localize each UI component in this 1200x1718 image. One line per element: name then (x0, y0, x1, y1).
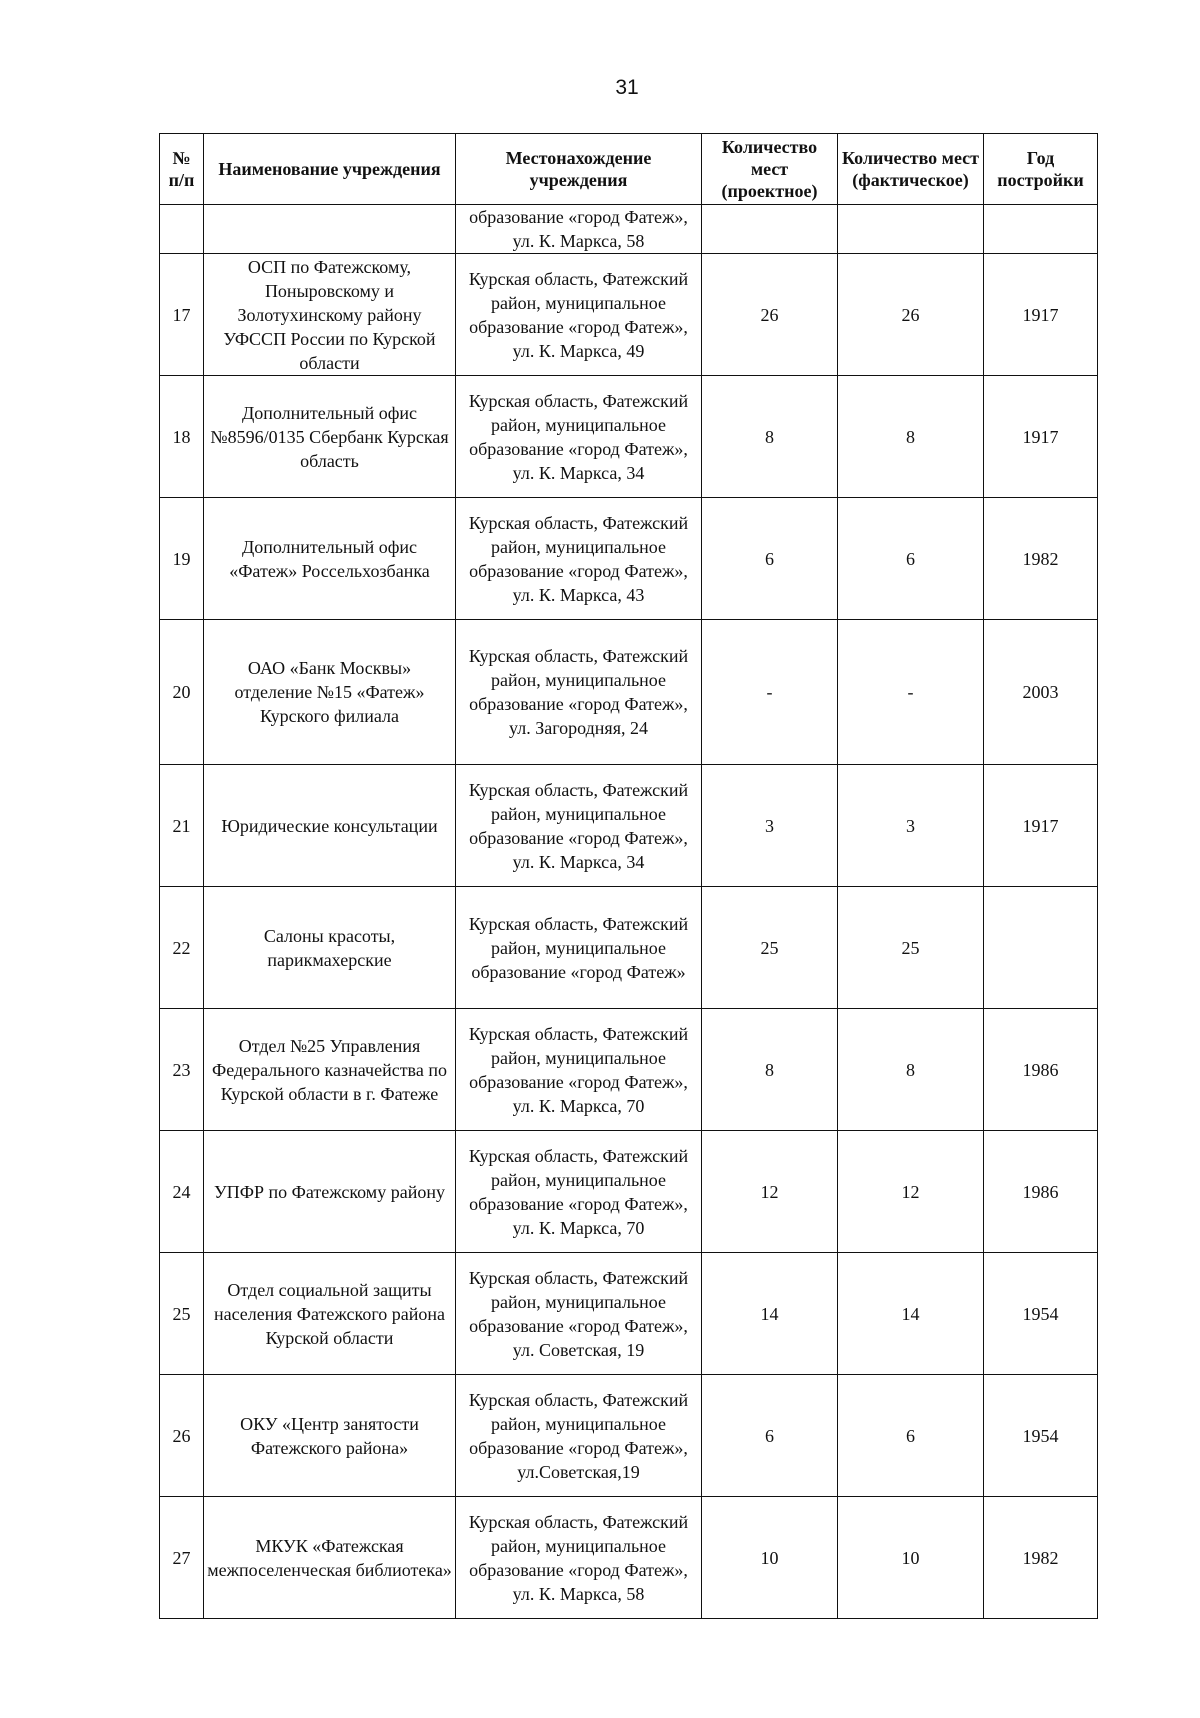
header-name: Наименование учреждения (204, 134, 456, 205)
cell-name: Юридические консультации (204, 765, 456, 887)
header-row (160, 134, 1098, 205)
cell-name: Дополнительный офис №8596/0135 Сбербанк Курская область (204, 376, 456, 498)
cell-num: 20 (160, 620, 204, 765)
cell-name: Отдел социальной защиты населения Фатежского района Курской области (204, 1253, 456, 1375)
cell-name: ОАО «Банк Москвы» отделение №15 «Фатеж» Курского филиала (204, 620, 456, 765)
cell-location: Курская область, Фатежский район, муниципальное образование «город Фатеж», ул. Загородняя, 24 (456, 620, 702, 765)
header-year: Год постройки (984, 134, 1098, 205)
header-seats-design: Количество мест (проектное) (702, 134, 838, 205)
table-row (160, 1131, 1098, 1253)
cell-seats-design: 10 (702, 1497, 838, 1619)
cell-year: 2003 (984, 620, 1098, 765)
cell-location: Курская область, Фатежский район, муниципальное образование «город Фатеж», ул. Советская, 19 (456, 1253, 702, 1375)
cell-name: Дополнительный офис «Фатеж» Россельхозбанка (204, 498, 456, 620)
cell-location: Курская область, Фатежский район, муниципальное образование «город Фатеж» (456, 887, 702, 1009)
page-number: 31 (615, 76, 639, 99)
table-row (160, 887, 1098, 1009)
cell-name: Салоны красоты, парикмахерские (204, 887, 456, 1009)
cell-location: Курская область, Фатежский район, муниципальное образование «город Фатеж», ул. К. Маркса, 43 (456, 498, 702, 620)
table-row (160, 1009, 1098, 1131)
cell-num: 24 (160, 1131, 204, 1253)
table-row (160, 1497, 1098, 1619)
cell-seats-design: 8 (702, 1009, 838, 1131)
cell-year: 1917 (984, 765, 1098, 887)
cell-seats-actual: 14 (838, 1253, 984, 1375)
cell-seats-design: 14 (702, 1253, 838, 1375)
cell-location: Курская область, Фатежский район, муниципальное образование «город Фатеж», ул. К. Маркса, 70 (456, 1131, 702, 1253)
cell-name: Отдел №25 Управления Федерального казначейства по Курской области в г. Фатеже (204, 1009, 456, 1131)
cell-name: ОСП по Фатежскому, Поныровскому и Золотухинскому району УФССП России по Курской области (204, 254, 456, 376)
table-row (160, 376, 1098, 498)
cell-year: 1917 (984, 254, 1098, 376)
cell-year: 1986 (984, 1009, 1098, 1131)
cell-year: 1954 (984, 1253, 1098, 1375)
cell-year: 1986 (984, 1131, 1098, 1253)
cell-location: образование «город Фатеж», ул. К. Маркса, 58 (456, 205, 702, 254)
cell-year: 1917 (984, 376, 1098, 498)
cell-seats-actual: 6 (838, 1375, 984, 1497)
cell-seats-design: 6 (702, 498, 838, 620)
cell-seats-actual: 3 (838, 765, 984, 887)
table-row (160, 1375, 1098, 1497)
cell-seats-actual: 8 (838, 1009, 984, 1131)
table-row (160, 498, 1098, 620)
cell-seats-design: 8 (702, 376, 838, 498)
institutions-table (159, 133, 1098, 1619)
cell-year (984, 205, 1098, 254)
cell-seats-design: 3 (702, 765, 838, 887)
header-seats-actual: Количество мест (фактическое) (838, 134, 984, 205)
cell-num: 22 (160, 887, 204, 1009)
cell-seats-actual: - (838, 620, 984, 765)
cell-num: 27 (160, 1497, 204, 1619)
cell-name: МКУК «Фатежская межпоселенческая библиотека» (204, 1497, 456, 1619)
cell-year: 1982 (984, 1497, 1098, 1619)
cell-num: 19 (160, 498, 204, 620)
cell-seats-actual: 26 (838, 254, 984, 376)
cell-num: 18 (160, 376, 204, 498)
cell-seats-actual: 12 (838, 1131, 984, 1253)
header-num: № п/п (160, 134, 204, 205)
cell-location: Курская область, Фатежский район, муниципальное образование «город Фатеж», ул. К. Маркса, 49 (456, 254, 702, 376)
cell-seats-design: 25 (702, 887, 838, 1009)
cell-seats-actual: 10 (838, 1497, 984, 1619)
cell-name (204, 205, 456, 254)
cell-num: 23 (160, 1009, 204, 1131)
cell-num: 26 (160, 1375, 204, 1497)
cell-name: ОКУ «Центр занятости Фатежского района» (204, 1375, 456, 1497)
table-row (160, 765, 1098, 887)
cell-num: 17 (160, 254, 204, 376)
cell-seats-actual (838, 205, 984, 254)
table-row (160, 254, 1098, 376)
table-row (160, 1253, 1098, 1375)
cell-seats-actual: 6 (838, 498, 984, 620)
cell-location: Курская область, Фатежский район, муниципальное образование «город Фатеж», ул.Советская,19 (456, 1375, 702, 1497)
cell-year: 1982 (984, 498, 1098, 620)
cell-location: Курская область, Фатежский район, муниципальное образование «город Фатеж», ул. К. Маркса, 34 (456, 376, 702, 498)
cell-seats-design: - (702, 620, 838, 765)
cell-seats-design: 26 (702, 254, 838, 376)
cell-seats-design (702, 205, 838, 254)
cell-num: 21 (160, 765, 204, 887)
cell-seats-actual: 25 (838, 887, 984, 1009)
cell-seats-design: 6 (702, 1375, 838, 1497)
cell-name: УПФР по Фатежскому району (204, 1131, 456, 1253)
table-row (160, 620, 1098, 765)
cell-seats-actual: 8 (838, 376, 984, 498)
cell-num: 25 (160, 1253, 204, 1375)
cell-seats-design: 12 (702, 1131, 838, 1253)
cell-num (160, 205, 204, 254)
cell-year (984, 887, 1098, 1009)
table-row-continuation (160, 205, 1098, 254)
cell-location: Курская область, Фатежский район, муниципальное образование «город Фатеж», ул. К. Маркса, 58 (456, 1497, 702, 1619)
cell-location: Курская область, Фатежский район, муниципальное образование «город Фатеж», ул. К. Маркса, 70 (456, 1009, 702, 1131)
header-location: Местонахождение учреждения (456, 134, 702, 205)
cell-year: 1954 (984, 1375, 1098, 1497)
cell-location: Курская область, Фатежский район, муниципальное образование «город Фатеж», ул. К. Маркса, 34 (456, 765, 702, 887)
